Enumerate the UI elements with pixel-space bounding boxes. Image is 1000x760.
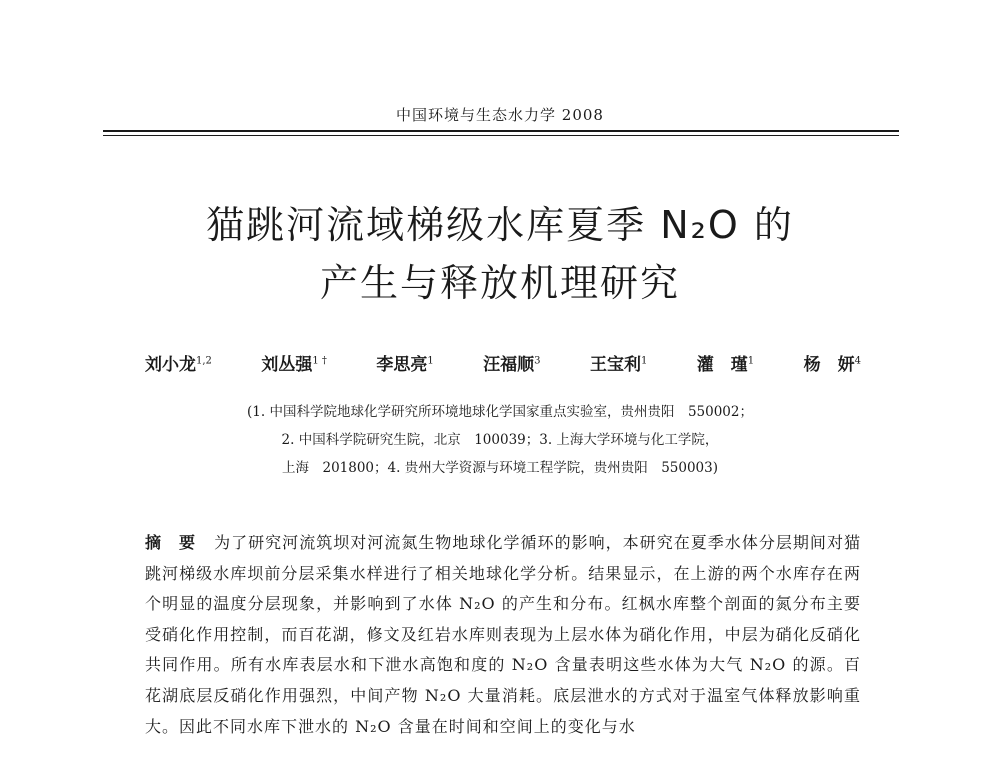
journal-header: 中国环境与生态水力学 2008 [396, 106, 604, 124]
abstract [145, 528, 861, 742]
author-list [145, 350, 861, 375]
header-rule-thick [103, 130, 899, 132]
abstract-text: 为了研究河流筑坝对河流氮生物地球化学循环的影响，本研究在夏季水体分层期间对猫跳河梯级水库坝前分层采集水样进行了相关地球化学分析。结果显示，在上游的两个水库存在两个明显的温度分层现象，并影响到了水体 N₂O 的产生和分布。红枫水库整个剖面的氮分布主要受硝化作用控制，而百花湖，修文及红岩水库则表现为上层水体为硝化作用，中层为硝化反硝化共同作用。所有水库表层水和下泄水高饱和度的 N₂O 含量表明这些水体为大气 N₂O 的源。百花湖底层反硝化作用强烈，中间产物 N₂O 大量消耗。底层泄水的方式对于温室气体释放影响重大。因此不同水库下泄水的 N₂O 含量在时间和空间上的变化与水 [145, 533, 861, 736]
abstract-label: 摘 要 [145, 533, 197, 552]
affiliations [0, 398, 1000, 482]
affiliation-line: (1. 中国科学院地球化学研究所环境地球化学国家重点实验室，贵州贵阳 550002； [247, 404, 753, 420]
author: 灌 瑾$^1$ [696, 355, 755, 375]
author: 王宝利$^1$ [589, 355, 648, 375]
author: 李思亮$^1$ [376, 355, 434, 375]
author: 刘丛强$^{1 \dagger}$ [261, 355, 327, 375]
author: 刘小龙$^{1,2}$ [145, 355, 212, 375]
author: 汪福顺$^3$ [483, 355, 541, 375]
affiliation-line: 上海 201800；4. 贵州大学资源与环境工程学院，贵州贵阳 550003) [281, 460, 718, 476]
paper-title [0, 196, 1000, 312]
author: 杨 妍$^4$ [803, 355, 861, 375]
affiliation-line: 2. 中国科学院研究生院，北京 100039；3. 上海大学环境与化工学院， [281, 432, 719, 448]
title-line-1: 猫跳河流域梯级水库夏季 N₂O 的 [206, 203, 794, 247]
header-rule-thin [103, 135, 899, 136]
title-line-2: 产生与释放机理研究 [319, 261, 680, 305]
